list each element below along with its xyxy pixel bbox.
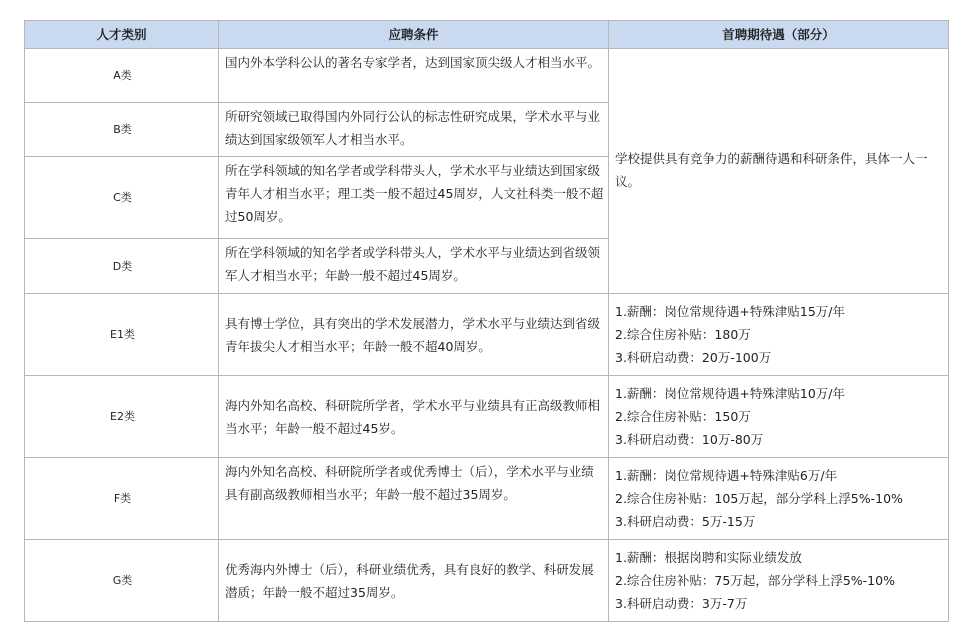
- category-cell: C类: [25, 157, 219, 239]
- shared-benefit-cell: 学校提供具有竞争力的薪酬待遇和科研条件，具体一人一议。: [609, 49, 949, 294]
- benefit-line: 3.科研启动费：3万-7万: [615, 596, 748, 611]
- requirement-cell: 所在学科领域的知名学者或学科带头人，学术水平与业绩达到国家级青年人才相当水平；理工类一般不超过45周岁，人文社科类一般不超过50周岁。: [219, 157, 609, 239]
- requirement-cell: 具有博士学位，具有突出的学术发展潜力，学术水平与业绩达到省级青年拔尖人才相当水平；年龄一般不超40周岁。: [219, 294, 609, 376]
- talent-recruitment-table: [24, 20, 949, 622]
- benefit-cell: [609, 458, 949, 540]
- table-row: [25, 49, 949, 103]
- requirement-cell: 所研究领域已取得国内外同行公认的标志性研究成果，学术水平与业绩达到国家级领军人才相当水平。: [219, 103, 609, 157]
- benefit-line: 1.薪酬：根据岗聘和实际业绩发放: [615, 550, 802, 565]
- category-cell: F类: [25, 458, 219, 540]
- category-cell: G类: [25, 540, 219, 622]
- benefit-line: 2.综合住房补贴：105万起，部分学科上浮5%-10%: [615, 491, 903, 506]
- category-cell: D类: [25, 239, 219, 294]
- benefit-cell: [609, 540, 949, 622]
- requirement-cell: 海内外知名高校、科研院所学者或优秀博士（后），学术水平与业绩具有副高级教师相当水平；年龄一般不超过35周岁。: [219, 458, 609, 540]
- benefit-line: 1.薪酬：岗位常规待遇+特殊津贴10万/年: [615, 386, 846, 401]
- benefit-line: 3.科研启动费：5万-15万: [615, 514, 756, 529]
- header-category: 人才类别: [25, 21, 219, 49]
- benefit-line: 2.综合住房补贴：180万: [615, 327, 751, 342]
- table-row: [25, 294, 949, 376]
- header-row: [25, 21, 949, 49]
- table-row: [25, 458, 949, 540]
- benefit-cell: [609, 376, 949, 458]
- benefit-cell: [609, 294, 949, 376]
- table-row: [25, 376, 949, 458]
- category-cell: E2类: [25, 376, 219, 458]
- requirement-cell: 优秀海内外博士（后），科研业绩优秀，具有良好的教学、科研发展潜质；年龄一般不超过35周岁。: [219, 540, 609, 622]
- benefit-line: 3.科研启动费：20万-100万: [615, 350, 772, 365]
- requirement-cell: 国内外本学科公认的著名专家学者，达到国家顶尖级人才相当水平。: [219, 49, 609, 103]
- requirement-cell: 所在学科领域的知名学者或学科带头人，学术水平与业绩达到省级领军人才相当水平；年龄一般不超过45周岁。: [219, 239, 609, 294]
- category-cell: A类: [25, 49, 219, 103]
- header-benefits: 首聘期待遇（部分）: [609, 21, 949, 49]
- benefit-line: 1.薪酬：岗位常规待遇+特殊津贴15万/年: [615, 304, 846, 319]
- category-cell: E1类: [25, 294, 219, 376]
- benefit-line: 1.薪酬：岗位常规待遇+特殊津贴6万/年: [615, 468, 838, 483]
- requirement-cell: 海内外知名高校、科研院所学者，学术水平与业绩具有正高级教师相当水平；年龄一般不超过45岁。: [219, 376, 609, 458]
- table-row: [25, 540, 949, 622]
- benefit-line: 3.科研启动费：10万-80万: [615, 432, 764, 447]
- header-requirement: 应聘条件: [219, 21, 609, 49]
- category-cell: B类: [25, 103, 219, 157]
- benefit-line: 2.综合住房补贴：75万起，部分学科上浮5%-10%: [615, 573, 895, 588]
- benefit-line: 2.综合住房补贴：150万: [615, 409, 751, 424]
